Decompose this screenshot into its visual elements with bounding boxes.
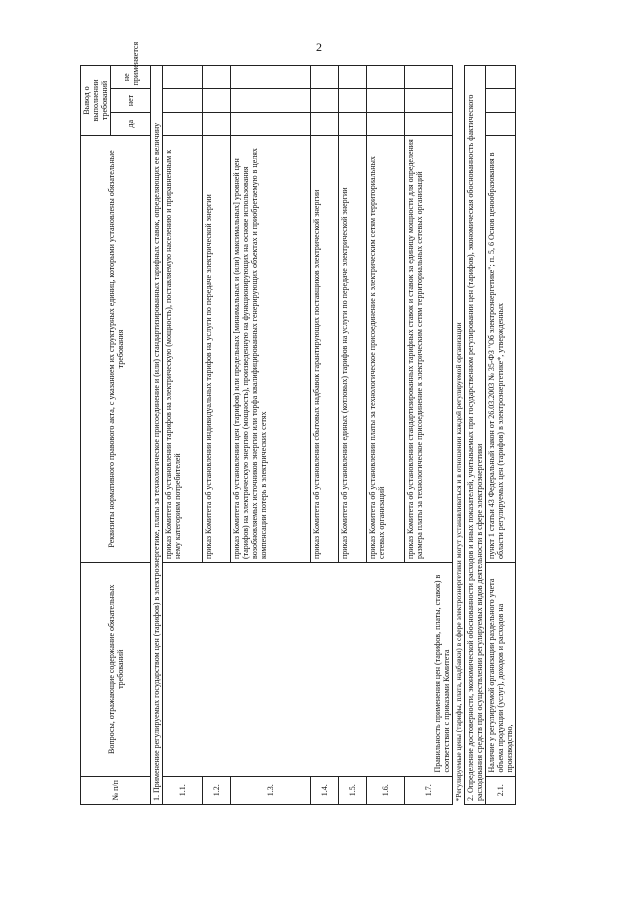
row-1-6-no[interactable]: [367, 89, 405, 112]
header-yes: да: [111, 112, 151, 135]
header-num: № п/п: [81, 776, 151, 804]
row-1-7-no[interactable]: [405, 89, 453, 112]
row-1-3-na[interactable]: [231, 66, 311, 89]
merged-question: Правильность применения цен (тарифов, платы, ставок) в соответствии с приказами Комитета: [163, 563, 453, 777]
footnote: *Регулируемые цены (тарифы, плата, надбавки) в сфере электроэнергетики могут устанавливаться и в отношении каждой регулируемой организации: [454, 322, 463, 802]
row-2-1-no[interactable]: [486, 89, 516, 112]
row-1-3-num: 1.3.: [231, 776, 311, 804]
row-1-5-na[interactable]: [339, 66, 367, 89]
row-1-1-num: 1.1.: [163, 776, 203, 804]
row-1-4-yes[interactable]: [311, 112, 339, 135]
row-1-6-text: приказ Комитета об установлении платы за технологическое присоединение к электрическим сетям территориальных сетевых организаций: [367, 135, 405, 562]
row-1-4-text: приказ Комитета об установлении сбытовых надбавок гарантирующих поставщиков электрической энергии: [311, 135, 339, 562]
section-1-heading: 1. Применение регулируемых государством цен (тарифов) в электроэнергетике, платы за технологическое присоединение и (или) стандартизированных тарифных ставок, определяющих ее величину: [151, 66, 163, 805]
row-1-4-num: 1.4.: [311, 776, 339, 804]
row-2-1-question: Наличие у регулируемой организации раздельного учета объема продукции (услуг), доходов и расходов на производство,: [486, 563, 516, 777]
row-1-5-text: приказ Комитета об установлении единых (котловых) тарифов на услуги по передаче электрической энергии: [339, 135, 367, 562]
row-1-3-text: приказ Комитета об установлении цен (тарифов) или предельных [минимальных и (или) максимальных] уровней цен (тарифов) на электрическую энергию (мощность), произведенную на функционирующих на основе использования возобновляемых источников энергии или торфа квалифицированных генерирующих объектах и приобретаемую в целях компенсации потерь в электрических сетях: [231, 135, 311, 562]
requirements-table: [80, 41, 516, 805]
row-1-5-no[interactable]: [339, 89, 367, 112]
row-1-5-yes[interactable]: [339, 112, 367, 135]
row-1-1-no[interactable]: [163, 89, 203, 112]
row-1-6-num: 1.6.: [367, 776, 405, 804]
row-1-7-text: приказ Комитета об установлении стандартизированных тарифных ставок и ставок за единицу мощности для определения размера платы за технологическое присоединение к электрическим сетям территориальных сетевых организаций: [405, 135, 453, 562]
row-1-7-yes[interactable]: [405, 112, 453, 135]
rotated-page-area: [80, 41, 560, 805]
row-1-5-num: 1.5.: [339, 776, 367, 804]
requirements-table-wrapper: [80, 41, 560, 805]
row-1-2-yes[interactable]: [203, 112, 231, 135]
row-1-7-na[interactable]: [405, 66, 453, 89]
row-1-1-yes[interactable]: [163, 112, 203, 135]
row-1-3-yes[interactable]: [231, 112, 311, 135]
row-1-2-na[interactable]: [203, 66, 231, 89]
row-2-1-na[interactable]: [486, 66, 516, 89]
row-1-7-num: 1.7.: [405, 776, 453, 804]
row-1-6-na[interactable]: [367, 66, 405, 89]
header-no: нет: [111, 89, 151, 112]
row-1-2-no[interactable]: [203, 89, 231, 112]
row-1-1-na[interactable]: [163, 66, 203, 89]
row-2-1-num: 2.1.: [486, 776, 516, 804]
row-1-6-yes[interactable]: [367, 112, 405, 135]
row-2-1-text: пункт 1 статьи 43 Федеральный закон от 26.03.2003 № 35-ФЗ "Об электроэнергетике"; п. 5, 6 Основ ценообразования в области регулируемых цен (тарифов) в электроэнергетике*, утвержденных: [486, 135, 516, 562]
header-question: Вопросы, отражающие содержание обязательных требований: [81, 563, 151, 777]
row-1-4-na[interactable]: [311, 66, 339, 89]
row-2-1-yes[interactable]: [486, 112, 516, 135]
header-requisites: Реквизиты нормативного правового акта, с указанием их структурных единиц, которыми установлены обязательные требования: [81, 135, 151, 562]
header-na: не применяется: [111, 66, 151, 89]
row-1-2-num: 1.2.: [203, 776, 231, 804]
row-1-2-text: приказ Комитета об установлении индивидуальных тарифов на услуги по передаче электрической энергии: [203, 135, 231, 562]
row-1-4-no[interactable]: [311, 89, 339, 112]
row-1-1-text: приказ Комитета об установлении тарифов на электрическую (мощность), поставляемую населению и приравненным к нему категориям потребителей: [163, 135, 203, 562]
header-conclusion: Вывод о выполнении требований: [81, 66, 111, 136]
section-2-heading: 2. Определение достоверности, экономической обоснованности расходов и иных показателей, учитываемых при государственном регулировании цен (тарифов), экономическая обоснованность фактического расходования средств при осуществлении регулируемых видов деятельности в сфере электроэнергетики: [465, 66, 486, 805]
row-1-3-no[interactable]: [231, 89, 311, 112]
page-number: 2: [316, 40, 322, 54]
